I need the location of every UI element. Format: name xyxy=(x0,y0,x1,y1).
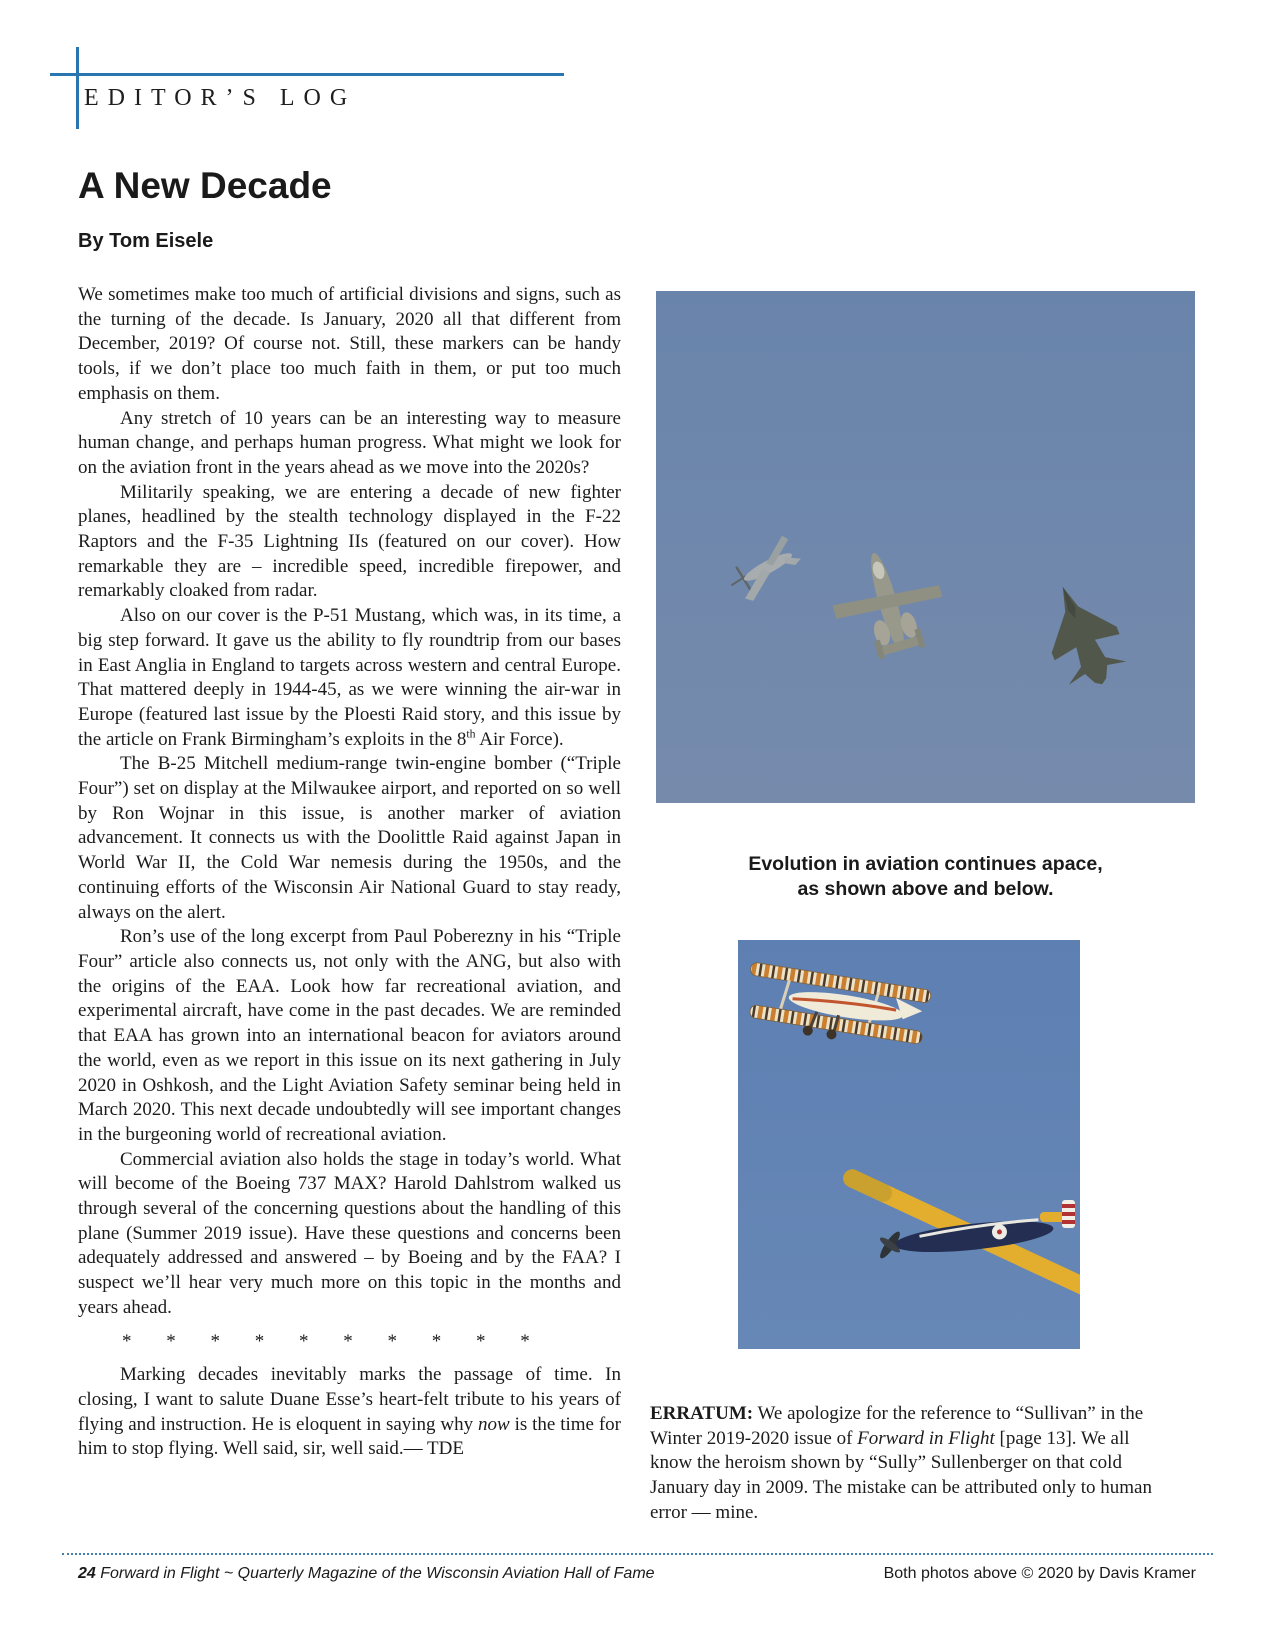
article-paragraph xyxy=(78,604,621,752)
text-segment: Also on our cover is the P-51 Mustang, which was, in its time, a big step forward. It gave us the ability to fly roundtrip from our bases in East Anglia in England to targets across western and central Europe. That mattered deeply in 1944-45, as we were winning the air-war in Europe (featured last issue by the Ploesti Raid story, and this issue by the article on Frank Birmingham’s exploits in the 8 xyxy=(78,605,621,750)
header-rule-horizontal xyxy=(50,73,564,76)
article-title: A New Decade xyxy=(78,165,332,206)
text-segment: Any stretch of 10 years can be an interesting way to measure human change, and perhaps human progress. What might we look for on the aviation front in the years ahead as we move into the 2020s? xyxy=(78,407,621,478)
text-segment: * * * * * * * * * * xyxy=(122,1330,530,1352)
photo-recreational-aircraft xyxy=(738,940,1080,1349)
text-segment: Marking decades inevitably marks the passage of time. In closing, I want to salute Duane Esse’s heart-felt tribute to his years of flying and instruction. He is eloquent in saying why xyxy=(78,1364,621,1435)
article-paragraph xyxy=(78,283,621,407)
article-body xyxy=(78,283,621,1462)
byline: By Tom Eisele xyxy=(78,230,214,252)
section-label: EDITOR’S LOG xyxy=(84,85,357,111)
header-rule-vertical xyxy=(76,47,79,129)
text-segment: Forward in Flight ~ Quarterly Magazine of the Wisconsin Aviation Hall of Fame xyxy=(95,1565,655,1582)
erratum-text xyxy=(650,1402,1171,1526)
article-paragraph xyxy=(78,1363,621,1462)
text-segment: Ron’s use of the long excerpt from Paul Poberezny in his “Triple Four” article also connects us, not only with the ANG, but also with the origins of the EAA. Look how far recreational aviation, and experimental aircraft, have come in the past decades. We are reminded that EAA has grown into an international beacon for aviators around the world, even as we report in this issue on its next gathering in July 2020 in Oshkosh, and the Light Aviation Safety seminar being held in March 2020. This next decade undoubtedly will see important changes in the burgeoning world of recreational aviation. xyxy=(78,926,621,1145)
photo-caption-line1: Evolution in aviation continues apace, xyxy=(748,853,1103,875)
text-segment: is the time for him to stop flying. Well said, sir, well said.— TDE xyxy=(78,1413,621,1460)
recreational-photo-graphic xyxy=(738,940,1080,1349)
sky-background xyxy=(656,291,1195,803)
text-segment: Militarily speaking, we are entering a decade of new fighter planes, headlined by the stealth technology displayed in the F-22 Raptors and the F-35 Lightning IIs (featured on our cover). How remarkable they are – incredible speed, incredible firepower, and remarkably cloaked from radar. xyxy=(78,481,621,602)
asterisk-divider xyxy=(78,1330,621,1355)
text-segment: th xyxy=(466,727,476,741)
text-segment: We apologize for the reference to “Sullivan” in the Winter 2019-2020 issue of xyxy=(650,1403,1144,1449)
text-segment: Air Force). xyxy=(475,728,564,750)
text-segment: [page 13]. We all know the heroism shown by “Sully” Sullenberger on that cold January day in 2009. The mistake can be attributed only to human error — mine. xyxy=(650,1427,1152,1523)
article-paragraph xyxy=(78,925,621,1147)
article-paragraph xyxy=(78,481,621,605)
text-segment: ERRATUM: xyxy=(650,1403,754,1424)
text-segment: Commercial aviation also holds the stage in today’s world. What will become of the Boeing 737 MAX? Harold Dahlstrom walked us through several of the concerning questions about the handling of this plane (Summer 2019 issue). Have these questions and concerns been adequately addressed and answered – by Boeing and by the FAA? I suspect we’ll hear very much more on this topic in the months and years ahead. xyxy=(78,1148,621,1318)
text-segment: now xyxy=(478,1413,510,1435)
footer-left xyxy=(78,1565,655,1583)
photo-caption xyxy=(656,852,1195,902)
article-paragraph xyxy=(78,407,621,481)
footer-divider xyxy=(62,1553,1213,1555)
footer-right: Both photos above © 2020 by Davis Kramer xyxy=(883,1565,1196,1582)
photo-caption-line2: as shown above and below. xyxy=(797,878,1054,900)
article-paragraph xyxy=(78,1148,621,1321)
photo-military-formation xyxy=(656,291,1195,803)
text-segment: 24 xyxy=(78,1565,96,1582)
formation-photo-graphic xyxy=(656,291,1195,803)
text-segment: Forward in Flight xyxy=(857,1427,995,1449)
sky-background xyxy=(738,940,1080,1349)
article-paragraph xyxy=(78,752,621,925)
text-segment: The B-25 Mitchell medium-range twin-engine bomber (“Triple Four”) set on display at the Milwaukee airport, and reported on so well by Ron Wojnar in this issue, is another marker of aviation advancement. It connects us with the Doolittle Raid against Japan in World War II, the Cold War nemesis during the 1950s, and the continuing efforts of the Wisconsin Air National Guard to stay ready, always on the alert. xyxy=(78,753,621,923)
text-segment: We sometimes make too much of artificial divisions and signs, such as the turning of the decade. Is January, 2020 all that different from December, 2019? Of course not. Still, these markers can be handy tools, if we don’t place too much faith in them, or put too much emphasis on them. xyxy=(78,284,621,404)
